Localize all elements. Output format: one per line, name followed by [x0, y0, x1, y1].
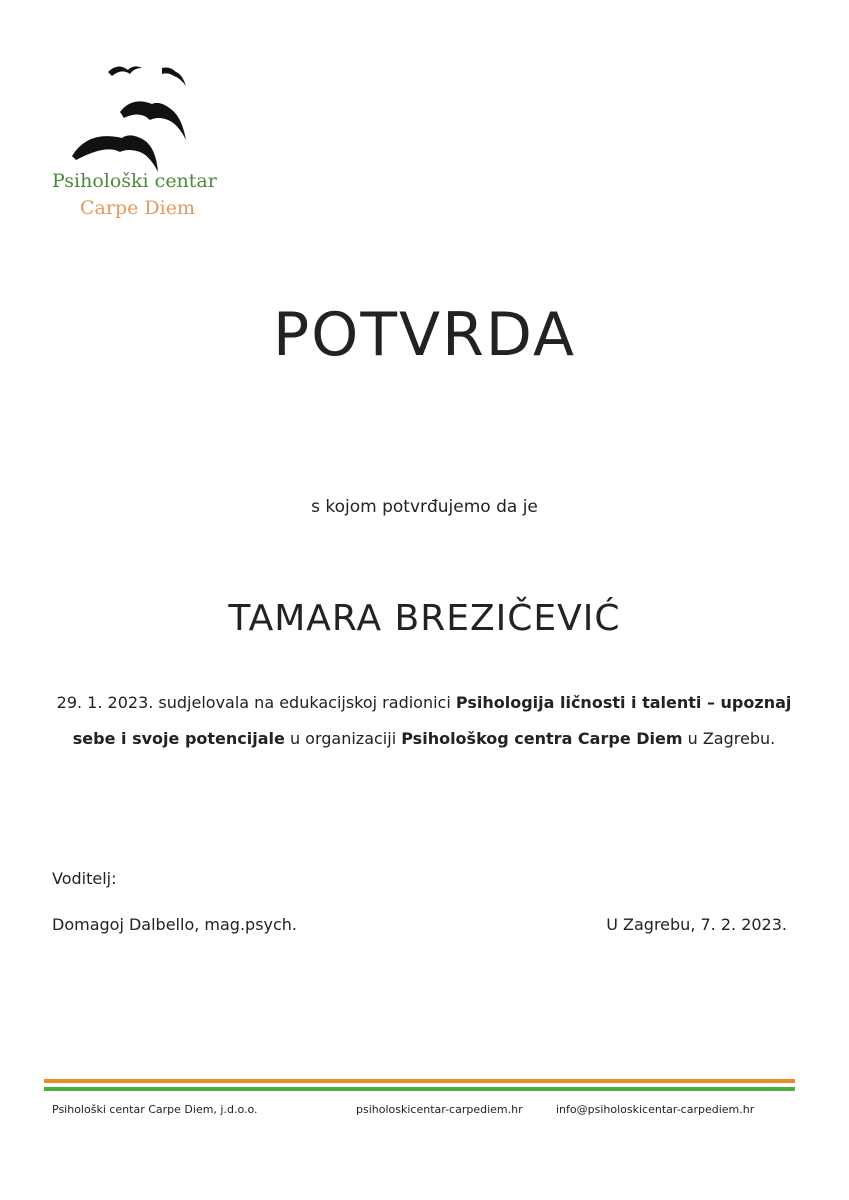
recipient-name: TAMARA BREZIČEVIĆ — [228, 598, 621, 639]
footer-email-link[interactable]: info@psiholoskicentar-carpediem.hr — [556, 1103, 755, 1116]
birds-logo-icon — [70, 60, 220, 175]
certificate-body — [48, 685, 800, 757]
body-text-part1: sudjelovala na edukacijskoj radionici — [153, 693, 456, 712]
organizer-name: Psihološkog centra Carpe Diem — [401, 729, 683, 748]
place-date: U Zagrebu, 7. 2. 2023. — [606, 915, 787, 934]
leader-label: Voditelj: — [52, 869, 117, 888]
workshop-date: 29. 1. 2023. — [56, 693, 154, 712]
footer-website-link[interactable]: psiholoskicentar-carpediem.hr — [356, 1103, 523, 1116]
logo — [50, 60, 250, 230]
document-subtitle: s kojom potvrđujemo da je — [311, 497, 538, 517]
document-title: POTVRDA — [273, 300, 576, 370]
body-text-part2: u organizaciji — [284, 729, 402, 748]
workshop-name: Psihologija ličnosti i talenti – upoznaj sebe i svoje potencijale — [72, 693, 792, 748]
logo-text-line2: Carpe Diem — [80, 197, 195, 219]
leader-name: Domagoj Dalbello, mag.psych. — [52, 915, 298, 934]
footer-divider-green — [44, 1087, 795, 1091]
footer-divider-orange — [44, 1079, 795, 1083]
footer-company: Psihološki centar Carpe Diem, j.d.o.o. — [52, 1103, 258, 1116]
body-text-part3: u Zagrebu. — [682, 729, 776, 748]
logo-text-line1: Psihološki centar — [52, 170, 217, 192]
